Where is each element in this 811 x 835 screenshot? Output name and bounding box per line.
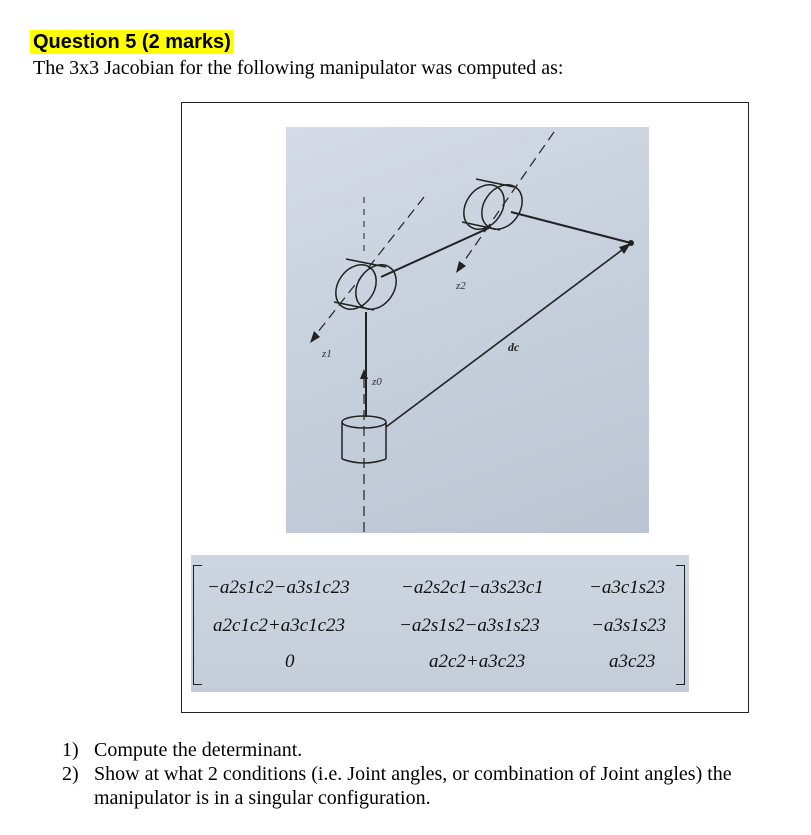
link-2 bbox=[381, 227, 491, 277]
label-z2: z2 bbox=[456, 280, 466, 292]
elbow-joint bbox=[455, 177, 530, 237]
task-item bbox=[62, 738, 792, 762]
matrix-cell-r3c3: a3c23 bbox=[609, 651, 656, 672]
z2-axis bbox=[460, 132, 554, 267]
jacobian-matrix bbox=[191, 555, 689, 692]
matrix-left-bracket bbox=[193, 565, 202, 685]
matrix-cell-r1c2: −a2s2c1−a3s23c1 bbox=[401, 577, 544, 598]
manipulator-diagram bbox=[286, 127, 649, 533]
question-intro: The 3x3 Jacobian for the following manipulator was computed as: bbox=[33, 57, 564, 79]
z1-axis bbox=[314, 197, 424, 337]
shoulder-joint bbox=[327, 257, 404, 317]
matrix-cell-r2c2: −a2s1s2−a3s1s23 bbox=[399, 615, 540, 636]
task-list bbox=[62, 738, 792, 810]
matrix-cell-r2c1: a2c1c2+a3c1c23 bbox=[213, 615, 346, 636]
label-z1: z1 bbox=[322, 348, 332, 360]
question-heading: Question 5 (2 marks) bbox=[30, 30, 234, 54]
dc-vector bbox=[386, 247, 626, 427]
dc-arrowhead bbox=[619, 243, 631, 254]
task-number: 2) bbox=[62, 763, 79, 785]
base-joint bbox=[342, 416, 386, 463]
figure-frame bbox=[181, 102, 749, 713]
matrix-cell-r3c1: 0 bbox=[285, 651, 295, 672]
task-number: 1) bbox=[62, 739, 79, 761]
link-3 bbox=[511, 212, 631, 243]
label-z0: z0 bbox=[372, 376, 382, 388]
matrix-cell-r3c2: a2c2+a3c23 bbox=[429, 651, 526, 672]
label-dc: dc bbox=[508, 340, 520, 354]
z2-arrowhead bbox=[456, 261, 466, 273]
matrix-right-bracket bbox=[676, 565, 685, 685]
task-text: Compute the determinant. bbox=[94, 739, 303, 761]
task-item bbox=[62, 762, 792, 810]
matrix-cell-r1c1: −a2s1c2−a3s1c23 bbox=[207, 577, 350, 598]
task-text: Show at what 2 conditions (i.e. Joint angles, or combination of Joint angles) the manipulator is in a singular configuration. bbox=[94, 763, 732, 809]
matrix-cell-r1c3: −a3c1s23 bbox=[589, 577, 666, 598]
matrix-cell-r2c3: −a3s1s23 bbox=[591, 615, 667, 636]
z1-arrowhead bbox=[310, 331, 320, 343]
